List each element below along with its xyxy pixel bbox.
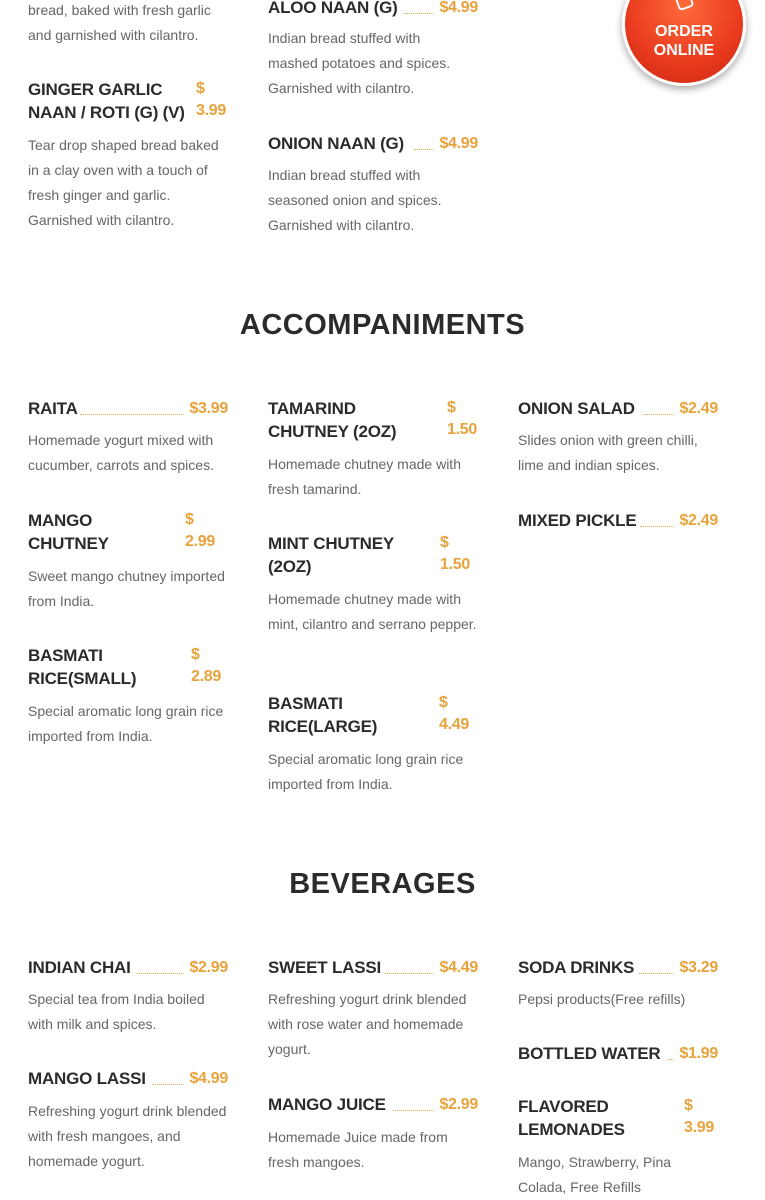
menu-item-desc: Homemade yogurt mixed with cucumber, carrots and spices. [28, 432, 214, 473]
menu-item-name: FLAVORED LEMONADES [518, 1097, 625, 1139]
menu-item-price: $4.99 [189, 1070, 228, 1087]
menu-item-price: $ 4.49 [439, 694, 469, 733]
menu-item-name: ALOO NAAN (G) [268, 0, 398, 17]
menu-item-name: MANGO JUICE [268, 1095, 386, 1114]
menu-item-price: $2.99 [439, 1096, 478, 1113]
menu-item-name: MANGO LASSI [28, 1069, 146, 1088]
menu-item-name: BASMATI RICE(LARGE) [268, 694, 378, 736]
dotted-leader [137, 973, 184, 974]
menu-item-price: $4.99 [439, 135, 478, 152]
menu-item-price: $1.99 [679, 1045, 718, 1062]
dotted-leader [152, 1084, 184, 1085]
menu-item-name: GINGER GARLIC NAAN / ROTI (G) (V) [28, 80, 185, 122]
order-online-label-1: ORDER [655, 23, 713, 40]
menu-item-price: $2.49 [679, 400, 718, 417]
menu-item-name: INDIAN CHAI [28, 958, 131, 977]
menu-item-desc: Refreshing yogurt drink blended with fresh mangoes, and homemade yogurt. [28, 1103, 227, 1169]
dotted-leader [643, 414, 674, 415]
section-title-beverages: BEVERAGES [289, 868, 476, 900]
order-online-label-2: ONLINE [653, 42, 715, 59]
menu-item-desc: Slides onion with green chilli, lime and indian spices. [518, 432, 698, 473]
menu-item-desc: Pepsi products(Free refills) [518, 991, 686, 1007]
menu-item-desc: Special aromatic long grain rice imported from India. [28, 703, 224, 744]
menu-item-price: $ 3.99 [684, 1097, 714, 1136]
menu-item-price: $4.99 [439, 0, 478, 16]
menu-item-desc: Special tea from India boiled with milk and spices. [28, 991, 205, 1032]
dotted-leader [404, 13, 434, 14]
menu-item-desc: Refreshing yogurt drink blended with rose water and homemade yogurt. [268, 991, 467, 1057]
menu-item-desc: bread, baked with fresh garlic and garnished with cilantro. [28, 2, 211, 43]
dotted-leader [385, 973, 434, 974]
menu-item-desc: Indian bread stuffed with seasoned onion and spices. Garnished with cilantro. [268, 167, 442, 233]
menu-item-desc: Indian bread stuffed with mashed potatoes and spices. Garnished with cilantro. [268, 30, 451, 96]
menu-item-name: SWEET LASSI [268, 958, 382, 977]
menu-item-desc: Special aromatic long grain rice imported from India. [268, 751, 464, 792]
menu-item-price: $ 2.89 [191, 646, 221, 685]
menu-item-desc: Tear drop shaped bread baked in a clay oven with a touch of fresh ginger and garlic. Garnished with cilantro. [28, 137, 219, 228]
menu-item-price: $2.99 [189, 959, 228, 976]
menu-item-name: MANGO CHUTNEY [28, 511, 109, 553]
section-title-accompaniments: ACCOMPANIMENTS [239, 309, 526, 341]
menu-item-name: BASMATI RICE(SMALL) [28, 646, 137, 688]
menu-item-name: MIXED PICKLE [518, 511, 637, 530]
menu-item-desc: Sweet mango chutney imported from India. [28, 568, 225, 609]
menu-item-name: ONION SALAD [518, 399, 635, 418]
menu-item-desc: Mango, Strawberry, Pina Colada, Free Refills [518, 1154, 672, 1195]
menu-item-price: $2.49 [679, 512, 718, 529]
dotted-leader [639, 973, 674, 974]
tag-icon [675, 0, 694, 11]
dotted-leader [393, 1110, 434, 1111]
order-online-button[interactable] [622, 0, 746, 86]
dotted-leader [414, 149, 434, 150]
menu-item-name: ONION NAAN (G) [268, 134, 405, 153]
menu-item-price: $3.29 [679, 959, 718, 976]
dotted-leader [668, 1059, 674, 1060]
dotted-leader [640, 526, 674, 527]
menu-item-price: $3.99 [189, 400, 228, 417]
menu-item-name: RAITA [28, 399, 78, 418]
menu-item-price: $ 1.50 [447, 399, 477, 438]
menu-item-name: BOTTLED WATER [518, 1044, 661, 1063]
menu-item-desc: Homemade Juice made from fresh mangoes. [268, 1129, 448, 1170]
menu-item-desc: Homemade chutney made with fresh tamarind. [268, 456, 461, 497]
menu-item-price: $ 3.99 [196, 80, 226, 119]
menu-item-name: SODA DRINKS [518, 958, 635, 977]
menu-item-price: $ 2.99 [185, 511, 215, 550]
menu-item-price: $4.49 [439, 959, 478, 976]
menu-item-desc: Homemade chutney made with mint, cilantro and serrano pepper. [268, 591, 477, 632]
menu-item-name: TAMARIND CHUTNEY (2OZ) [268, 399, 397, 441]
menu-item-price: $ 1.50 [440, 534, 470, 573]
menu-item-name: MINT CHUTNEY (2OZ) [268, 534, 394, 576]
dotted-leader [80, 414, 184, 415]
